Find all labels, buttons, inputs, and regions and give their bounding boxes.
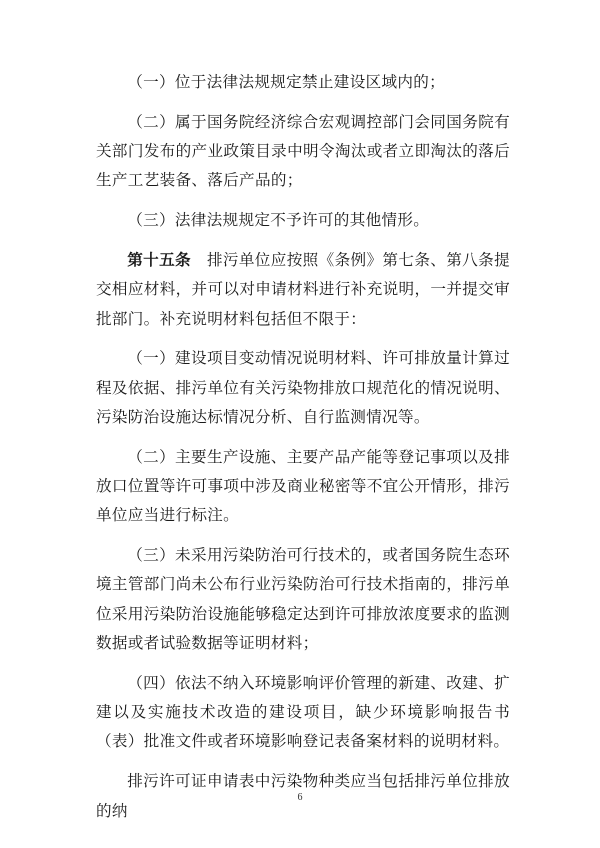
article-15-paragraph: [96, 246, 510, 334]
paragraph-item-7: （三）未采用污染防治可行技术的，或者国务院生态环境主管部门尚未公布行业污染防治可行技术指南的，排污单位采用污染防治设施能够稳定达到许可排放浓度要求的监测数据或者试验数据等证明材料；: [96, 546, 510, 653]
article-text: 排污单位应按照《条例》第七条、第八条提交相应材料，并可以对申请材料进行补充说明，一并提交审批部门。补充说明材料包括但不限于：: [96, 250, 510, 328]
paragraph-item-5: （一）建设项目变动情况说明材料、许可排放量计算过程及依据、排污单位有关污染物排放口规范化的情况说明、污染防治设施达标情况分析、自行监测情况等。: [96, 349, 510, 426]
paragraph-item-9: 排污许可证申请表中污染物种类应当包括排污单位排放的纳: [96, 772, 510, 820]
paragraph-item-6: （二）主要生产设施、主要产品产能等登记事项以及排放口位置等许可事项中涉及商业秘密等不宜公开情形，排污单位应当进行标注。: [96, 447, 510, 525]
page-number: 6: [297, 792, 303, 803]
paragraph-item-8: （四）依法不纳入环境影响评价管理的新建、改建、扩建以及实施技术改造的建设项目，缺少环境影响报告书（表）批准文件或者环境影响登记表备案材料的说明材料。: [96, 673, 510, 751]
paragraph-item-2: （二）属于国务院经济综合宏观调控部门会同国务院有关部门发布的产业政策目录中明令淘汰或者立即淘汰的落后生产工艺装备、落后产品的；: [96, 112, 510, 190]
document-body: [96, 68, 510, 836]
article-title: 第十五条: [127, 250, 191, 269]
paragraph-item-1: （一）位于法律法规规定禁止建设区域内的；: [127, 73, 446, 91]
paragraph-item-3: （三）法律法规规定不予许可的其他情形。: [127, 211, 430, 230]
